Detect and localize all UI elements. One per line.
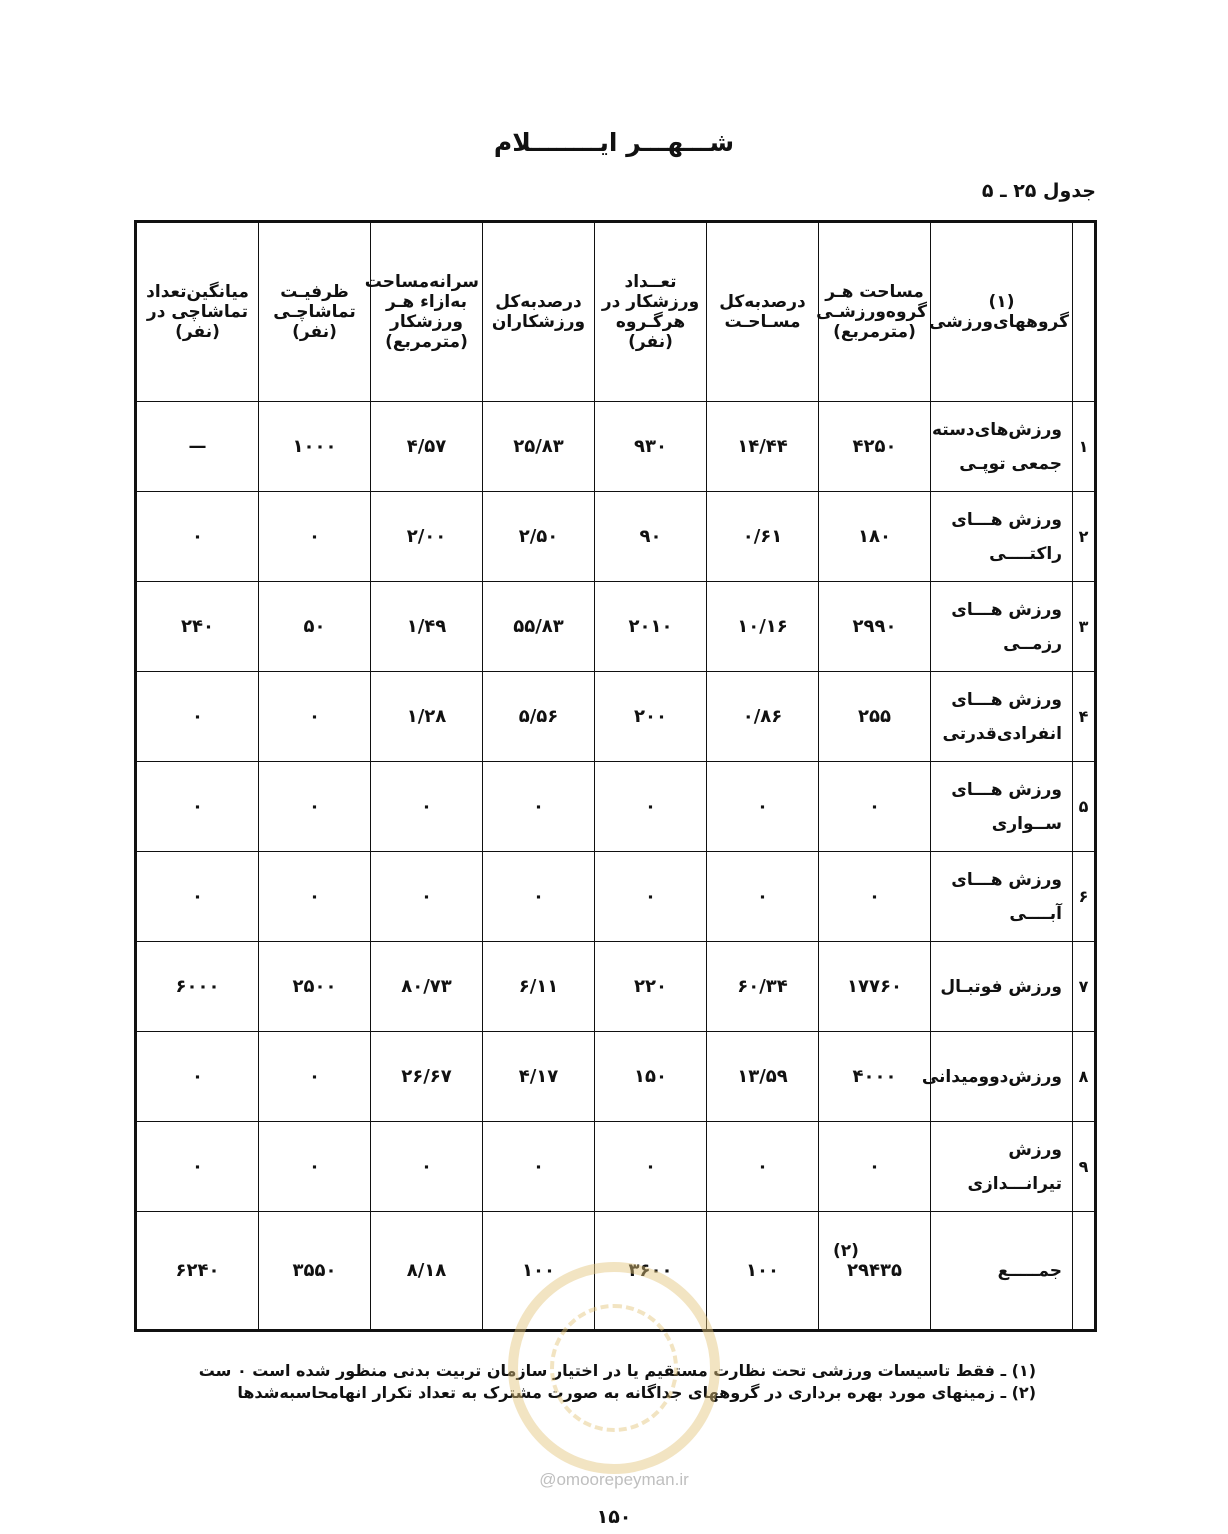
- total-average-spectators-cell: [136, 1212, 259, 1331]
- footnote-1: (۱) ـ فقط تاسیسات ورزشی تحت نظارت مستقیم یا در اختیار سازمان تربیت بدنی منظور شده است ۰ ست: [198, 1361, 1036, 1380]
- sport-group-cell: [921, 1032, 1073, 1122]
- athlete-percent-cell: ۰: [483, 852, 595, 942]
- header-area-percent: درصدبه‌کل مسـاحـت: [707, 222, 819, 402]
- footnote-2: (۲) ـ زمینهای مورد بهره برداری در گروههای جداگانه به صورت مشترک به تعداد تکرار انهامحاسبه‌شدها: [237, 1383, 1036, 1402]
- area-per-athlete-cell: ۰: [371, 1122, 483, 1212]
- sport-group-cell: [931, 672, 1073, 762]
- sport-group-line: ورزش‌دوومیدانی: [921, 1066, 1062, 1087]
- area-cell: ۲۹۹۰: [819, 582, 931, 672]
- average-spectators-cell: ۲۴۰: [136, 582, 259, 672]
- area-percent-cell: ۶۰/۳۴: [707, 942, 819, 1032]
- sport-group-cell: [931, 852, 1073, 942]
- sport-group-line: انفرادی‌قدرتی: [942, 723, 1062, 744]
- total-value: ۲۹۴۳۵: [847, 1260, 902, 1281]
- sport-group-line: ورزش‌های‌دسته: [931, 419, 1062, 440]
- spectator-capacity-cell: ۰: [259, 852, 371, 942]
- area-cell: ۰: [819, 1122, 931, 1212]
- athlete-count-cell: ۲۲۰: [595, 942, 707, 1032]
- athlete-count-cell: ۲۰۰: [595, 672, 707, 762]
- table-row: [136, 582, 1096, 672]
- average-spectators-cell: ۶۰۰۰: [136, 942, 259, 1032]
- page-title: شـــهـــر ایــــــــلام: [493, 128, 735, 157]
- athlete-percent-cell: ۵۵/۸۳: [483, 582, 595, 672]
- header-spectator-capacity: ظرفیـت تماشاچـی (نفر): [259, 222, 371, 402]
- area-per-athlete-cell: ۲۶/۶۷: [371, 1032, 483, 1122]
- spectator-capacity-cell: ۰: [259, 762, 371, 852]
- total-spectator-capacity-cell: [259, 1212, 371, 1331]
- area-per-athlete-cell: ۲/۰۰: [371, 492, 483, 582]
- table-row: [136, 672, 1096, 762]
- table-row: [136, 762, 1096, 852]
- sport-group-cell: [931, 582, 1073, 672]
- header-area: مساحت هـر گروه‌ورزشـی (مترمربع): [819, 222, 931, 402]
- sport-group-cell: [931, 492, 1073, 582]
- area-cell: ۱۷۷۶۰: [819, 942, 931, 1032]
- total-value: ۳۶۰۰: [628, 1260, 673, 1281]
- area-per-athlete-cell: ۱/۲۸: [371, 672, 483, 762]
- sport-group-line: تیرانـــدازی: [967, 1173, 1062, 1194]
- area-percent-cell: ۰: [707, 762, 819, 852]
- total-label-cell: جمـــــع: [931, 1212, 1073, 1331]
- spectator-capacity-cell: ۰: [259, 1032, 371, 1122]
- sport-group-line: ورزش فوتبـال: [940, 976, 1062, 997]
- sport-group-line: ورزش هـــای: [951, 599, 1062, 620]
- total-value: ۸/۱۸: [406, 1260, 447, 1281]
- row-number-cell: ۸: [1073, 1032, 1096, 1122]
- total-value: ۶۲۴۰: [175, 1260, 220, 1281]
- spectator-capacity-cell: ۵۰: [259, 582, 371, 672]
- row-number-cell: ۵: [1073, 762, 1096, 852]
- area-per-athlete-cell: ۸۰/۷۳: [371, 942, 483, 1032]
- total-value: ۱۰۰: [522, 1260, 555, 1281]
- total-area-cell: [819, 1212, 931, 1331]
- spectator-capacity-cell: ۱۰۰۰: [259, 402, 371, 492]
- athlete-percent-cell: ۲/۵۰: [483, 492, 595, 582]
- row-number-cell: ۱: [1073, 402, 1096, 492]
- athlete-count-cell: ۰: [595, 762, 707, 852]
- total-athlete-percent-cell: [483, 1212, 595, 1331]
- athlete-count-cell: ۰: [595, 1122, 707, 1212]
- header-athlete-count: تعــداد ورزشکار در هرگـروه (نفر): [595, 222, 707, 402]
- area-percent-cell: ۰/۸۶: [707, 672, 819, 762]
- athlete-count-cell: ۹۳۰: [595, 402, 707, 492]
- sport-group-cell: [931, 402, 1073, 492]
- sport-group-line: ســواری: [991, 813, 1062, 834]
- table-row: [136, 942, 1096, 1032]
- area-cell: ۴۲۵۰: [819, 402, 931, 492]
- row-number-cell: ۳: [1073, 582, 1096, 672]
- table-row: [136, 1032, 1096, 1122]
- table-row: [136, 492, 1096, 582]
- total-area-per-athlete-cell: [371, 1212, 483, 1331]
- spectator-capacity-cell: ۰: [259, 1122, 371, 1212]
- row-number-cell: ۴: [1073, 672, 1096, 762]
- average-spectators-cell: ۰: [136, 1122, 259, 1212]
- sport-group-cell: [931, 1122, 1073, 1212]
- sport-group-line: جمعی توپـی: [959, 453, 1062, 474]
- area-per-athlete-cell: ۰: [371, 762, 483, 852]
- athlete-percent-cell: ۰: [483, 762, 595, 852]
- sport-group-line: آبــــی: [1009, 903, 1062, 924]
- area-percent-cell: ۱۴/۴۴: [707, 402, 819, 492]
- area-percent-cell: ۰: [707, 1122, 819, 1212]
- athlete-percent-cell: ۵/۵۶: [483, 672, 595, 762]
- area-cell: ۱۸۰: [819, 492, 931, 582]
- total-value: ۱۰۰: [746, 1260, 779, 1281]
- athlete-count-cell: ۹۰: [595, 492, 707, 582]
- area-cell: ۰: [819, 852, 931, 942]
- spectator-capacity-cell: ۰: [259, 492, 371, 582]
- athlete-percent-cell: ۰: [483, 1122, 595, 1212]
- area-per-athlete-cell: ۴/۵۷: [371, 402, 483, 492]
- table-row: [136, 402, 1096, 492]
- header-sport-group: (۱) گروههای‌ورزشی: [931, 222, 1073, 402]
- table-label: جدول ۲۵ ـ ۵: [981, 180, 1096, 202]
- average-spectators-cell: ۰: [136, 852, 259, 942]
- athlete-count-cell: ۲۰۱۰: [595, 582, 707, 672]
- area-per-athlete-cell: ۱/۴۹: [371, 582, 483, 672]
- sport-group-line: ورزش هـــای: [951, 689, 1062, 710]
- sport-group-line: ورزش هـــای: [951, 509, 1062, 530]
- athlete-count-cell: ۱۵۰: [595, 1032, 707, 1122]
- table-body: [136, 402, 1096, 1331]
- table-row: [136, 852, 1096, 942]
- footnotes: [126, 1360, 1036, 1404]
- sport-group-line: ورزش: [1008, 1139, 1062, 1160]
- athlete-percent-cell: ۶/۱۱: [483, 942, 595, 1032]
- total-value: ۳۵۵۰: [292, 1260, 337, 1281]
- area-percent-cell: ۱۰/۱۶: [707, 582, 819, 672]
- row-number-cell: ۷: [1073, 942, 1096, 1032]
- area-per-athlete-cell: ۰: [371, 852, 483, 942]
- total-footnote-marker: (۲): [833, 1241, 859, 1261]
- area-cell: ۰: [819, 762, 931, 852]
- spectator-capacity-cell: ۰: [259, 672, 371, 762]
- sports-table: [134, 220, 1097, 1332]
- total-row: [136, 1212, 1096, 1331]
- area-percent-cell: ۰/۶۱: [707, 492, 819, 582]
- row-number-cell: ۲: [1073, 492, 1096, 582]
- sport-group-cell: [931, 942, 1073, 1032]
- sport-group-line: ورزش هـــای: [951, 779, 1062, 800]
- sport-group-line: راکتــــی: [989, 543, 1062, 564]
- average-spectators-cell: ۰: [136, 492, 259, 582]
- table-row: [136, 1122, 1096, 1212]
- average-spectators-cell: ۰: [136, 1032, 259, 1122]
- athlete-percent-cell: ۴/۱۷: [483, 1032, 595, 1122]
- spectator-capacity-cell: ۲۵۰۰: [259, 942, 371, 1032]
- total-area-percent-cell: [707, 1212, 819, 1331]
- header-athlete-percent: درصدبه‌کل ورزشکاران: [483, 222, 595, 402]
- area-cell: ۲۵۵: [819, 672, 931, 762]
- average-spectators-cell: ۰: [136, 762, 259, 852]
- page-number: ۱۵۰: [596, 1506, 632, 1528]
- area-percent-cell: ۰: [707, 852, 819, 942]
- watermark-site-text: @omoorepeyman.ir: [539, 1470, 689, 1489]
- area-cell: ۴۰۰۰: [819, 1032, 931, 1122]
- athlete-percent-cell: ۲۵/۸۳: [483, 402, 595, 492]
- average-spectators-cell: —: [136, 402, 259, 492]
- row-number-cell: ۶: [1073, 852, 1096, 942]
- athlete-count-cell: ۰: [595, 852, 707, 942]
- table-header-row: [136, 222, 1096, 402]
- row-number-cell: ۹: [1073, 1122, 1096, 1212]
- header-average-spectators: میانگین‌تعداد تماشاچی در (نفر): [136, 222, 259, 402]
- total-number-cell: [1073, 1212, 1096, 1331]
- total-athlete-count-cell: [595, 1212, 707, 1331]
- sport-group-line: رزمــی: [1003, 633, 1062, 654]
- area-percent-cell: ۱۳/۵۹: [707, 1032, 819, 1122]
- average-spectators-cell: ۰: [136, 672, 259, 762]
- sport-group-line: ورزش هـــای: [951, 869, 1062, 890]
- header-row-number: [1073, 222, 1096, 402]
- header-area-per-athlete: سرانه‌مساحت به‌ازاء هـر ورزشکار (مترمربع): [371, 222, 483, 402]
- sport-group-cell: [931, 762, 1073, 852]
